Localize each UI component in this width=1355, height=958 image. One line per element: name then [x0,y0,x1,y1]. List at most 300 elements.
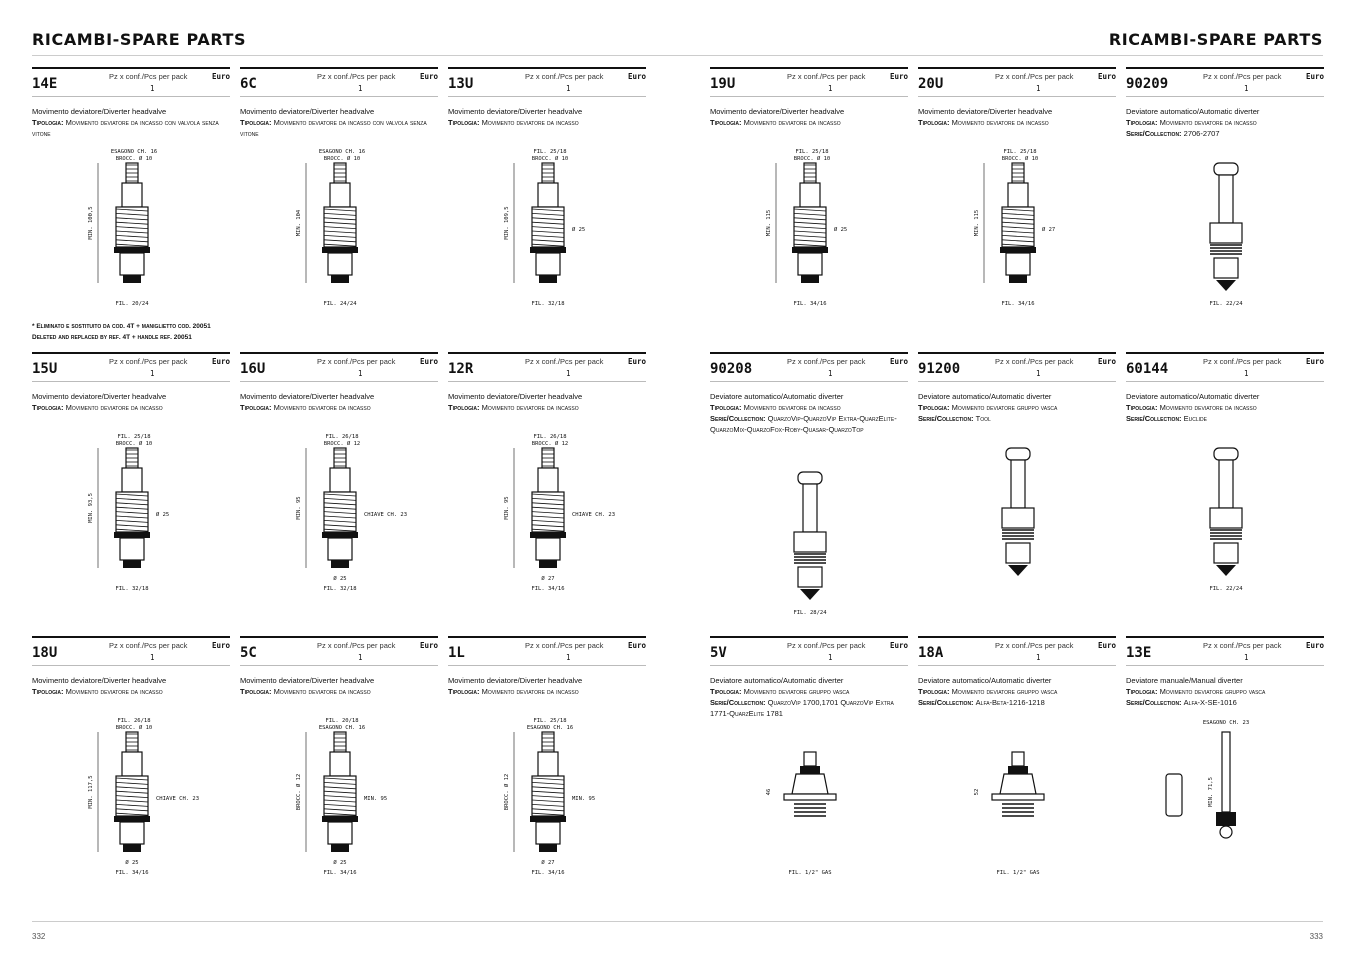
valve-seal-shape [1008,565,1028,576]
dimension-label: BROCC. Ø 12 [296,773,302,811]
description-text: Movimento deviatore/Diverter headvalve [448,392,583,401]
washer-shape [114,816,150,822]
pack-quantity: 1 [1244,84,1249,93]
euro-label: Euro [889,72,908,81]
pack-quantity: 1 [1036,369,1041,378]
card-sub-rule [32,96,230,97]
type-key: Tipologia: [32,687,64,696]
pack-label: Pz x conf./Pcs per pack [787,357,866,366]
dimension-label: FIL. 26/18 [533,434,567,440]
card-top-rule [32,352,230,354]
series-key: Serie/Collection: [1126,698,1182,707]
type-value: Movimento deviatore da incasso [65,403,163,412]
technical-drawing [1146,143,1306,333]
hex-shape [122,468,142,492]
washer-shape [530,247,566,253]
type-value: Movimento deviatore da incasso [951,118,1049,127]
type-key: Tipologia: [240,403,272,412]
dimension-label: CHIAVE CH. 23 [156,796,200,802]
product-description [1126,391,1324,424]
description-text: Deviatore automatico/Automatic diverter [918,676,1052,685]
technical-drawing [730,452,890,642]
dimension-label: BROCC. Ø 10 [531,156,569,162]
description-text: Movimento deviatore/Diverter headvalve [448,107,583,116]
type-key: Tipologia: [710,118,742,127]
type-key: Tipologia: [1126,687,1158,696]
washer-shape [322,816,358,822]
card-sub-rule [32,665,230,666]
euro-label: Euro [1097,357,1116,366]
product-code: 1L [448,645,465,661]
technical-drawing [730,712,890,902]
seal-shape [539,275,557,283]
dimension-label: FIL. 20/24 [115,301,149,307]
side-piece-shape [1166,774,1182,816]
card-sub-rule [710,381,908,382]
product-card [710,67,908,342]
pack-label: Pz x conf./Pcs per pack [109,357,188,366]
dimension-label: FIL. 28/24 [793,610,827,616]
technical-drawing [1146,712,1306,902]
lower-body-shape [1006,543,1030,563]
description-text: Movimento deviatore/Diverter headvalve [32,107,167,116]
body-shape [792,774,828,794]
euro-label: Euro [211,72,230,81]
valve-seal-shape [1216,280,1236,291]
type-line [240,686,438,697]
card-top-rule [710,67,908,69]
body-shape [1210,508,1242,528]
type-line [710,117,908,128]
dimension-label: MIN. 93,5 [88,493,94,523]
euro-label: Euro [627,72,646,81]
dimension-label: FIL. 34/16 [531,870,565,876]
series-line [1126,413,1324,424]
seal-shape [1009,275,1027,283]
part-drawing [88,718,199,876]
body-shape [1002,508,1034,528]
pack-quantity: 1 [1036,653,1041,662]
card-top-rule [32,67,230,69]
series-key: Serie/Collection: [1126,129,1182,138]
lower-body-shape [1214,258,1238,278]
pack-quantity: 1 [1244,653,1249,662]
product-description [32,391,230,413]
type-line [918,117,1116,128]
type-key: Tipologia: [710,403,742,412]
seal-shape [801,275,819,283]
product-description [448,106,646,128]
series-value: QuarzoVip-QuarzoVip Extra-QuarzElite-QuarzoMix-QuarzoFox-Roby-Quasar-QuarzoTop [710,414,897,434]
pack-quantity: 1 [1244,369,1249,378]
pack-label: Pz x conf./Pcs per pack [995,641,1074,650]
type-key: Tipologia: [32,118,64,127]
dimension-label: FIL. 22/24 [1209,586,1243,592]
dimension-label: FIL. 32/18 [115,586,149,592]
footer-divider [32,921,1323,922]
dimension-label: MIN. 95 [504,496,510,520]
lower-body-shape [536,253,560,275]
series-line [1126,128,1324,139]
washer-shape [322,532,358,538]
type-line [240,402,438,413]
card-top-rule [1126,67,1324,69]
euro-label: Euro [211,357,230,366]
product-code: 13U [448,76,474,92]
product-card [918,636,1116,911]
card-sub-rule [1126,381,1324,382]
pack-quantity: 1 [828,84,833,93]
seal-shape [331,275,349,283]
type-line [448,686,646,697]
type-line [918,686,1116,697]
description-text: Deviatore automatico/Automatic diverter [1126,392,1260,401]
pack-quantity: 1 [1036,84,1041,93]
product-code: 18A [918,645,944,661]
washer-shape [792,247,828,253]
part-drawing [504,434,615,592]
type-value: Movimento deviatore da incasso [1159,118,1257,127]
description-text: Movimento deviatore/Diverter headvalve [710,107,845,116]
product-description [710,391,908,435]
euro-label: Euro [419,357,438,366]
card-top-rule [240,352,438,354]
nut-shape [800,766,820,774]
flange-shape [784,794,836,800]
nut-shape [1216,812,1236,826]
pack-quantity: 1 [358,84,363,93]
dimension-label: Ø 27 [541,860,555,866]
technical-drawing [52,143,212,333]
product-card [448,636,646,911]
type-key: Tipologia: [240,118,272,127]
series-line [918,413,1116,424]
card-top-rule [240,636,438,638]
product-code: 19U [710,76,736,92]
pack-label: Pz x conf./Pcs per pack [317,72,396,81]
dimension-label: FIL. 25/18 [795,149,829,155]
dimension-label: FIL. 25/18 [533,718,567,724]
hex-shape [122,183,142,207]
type-line [32,686,230,697]
lower-body-shape [536,538,560,560]
type-line [1126,686,1324,697]
technical-drawing [52,712,212,902]
dimension-label: FIL. 25/18 [117,434,151,440]
product-description [1126,106,1324,139]
washer-shape [322,247,358,253]
card-sub-rule [32,381,230,382]
lower-body-shape [120,253,144,275]
lower-body-shape [120,538,144,560]
note-line-it: * Eliminato e sostituito da cod. 4T + maniglietto cod. 20051 [32,323,211,330]
dimension-label: BROCC. Ø 10 [323,156,361,162]
technical-drawing [938,143,1098,333]
card-sub-rule [448,381,646,382]
type-line [1126,402,1324,413]
dimension-label: ESAGONO CH. 16 [318,149,366,155]
dimension-label: MIN. 115 [766,209,772,237]
part-drawing [974,752,1044,876]
technical-drawing [260,143,420,333]
dimension-label: FIL. 20/18 [325,718,359,724]
product-description [32,106,230,139]
seal-shape [123,844,141,852]
card-top-rule [1126,352,1324,354]
pack-label: Pz x conf./Pcs per pack [1203,357,1282,366]
series-key: Serie/Collection: [1126,414,1182,423]
washer-shape [530,532,566,538]
description-text: Deviatore automatico/Automatic diverter [918,392,1052,401]
dimension-label: MIN. 95 [572,796,596,802]
card-sub-rule [1126,96,1324,97]
product-card [710,636,908,911]
type-value: Movimento deviatore da incasso [1159,403,1257,412]
card-top-rule [710,636,908,638]
pack-label: Pz x conf./Pcs per pack [787,641,866,650]
part-drawing [1209,448,1243,592]
dimension-label: MIN. 95 [364,796,388,802]
dimension-label: ESAGONO CH. 16 [110,149,158,155]
type-value: Movimento deviatore da incasso [481,118,579,127]
technical-drawing [1146,428,1306,618]
euro-label: Euro [1305,72,1324,81]
dimension-label: BROCC. Ø 12 [323,441,361,447]
stem-shape [1219,175,1233,223]
dimension-label: BROCC. Ø 10 [1001,156,1039,162]
dimension-label: BROCC. Ø 10 [115,156,153,162]
type-value: Movimento deviatore gruppo vasca [951,687,1058,696]
dimension-label: BROCC. Ø 12 [504,773,510,811]
series-line [918,697,1116,708]
dimension-label: Ø 27 [541,576,555,582]
product-card [448,67,646,342]
technical-drawing [52,428,212,618]
type-line [32,117,230,139]
pack-label: Pz x conf./Pcs per pack [109,72,188,81]
dimension-label: Ø 25 [156,512,170,518]
pack-quantity: 1 [150,369,155,378]
product-description [918,106,1116,128]
part-drawing [295,718,387,876]
description-text: Deviatore manuale/Manual diverter [1126,676,1243,685]
hex-shape [538,752,558,776]
pack-label: Pz x conf./Pcs per pack [525,641,604,650]
dimension-label: MIN. 104 [296,209,302,237]
product-description [32,675,230,697]
flange-shape [992,794,1044,800]
seal-shape [539,844,557,852]
dimension-label: BROCC. Ø 10 [115,725,153,731]
euro-label: Euro [627,357,646,366]
part-drawing [296,434,407,592]
description-text: Movimento deviatore/Diverter headvalve [240,676,375,685]
hex-shape [122,752,142,776]
pack-label: Pz x conf./Pcs per pack [995,72,1074,81]
header-divider [32,55,1323,56]
pack-label: Pz x conf./Pcs per pack [317,357,396,366]
card-top-rule [448,352,646,354]
dimension-label: CHIAVE CH. 23 [572,512,616,518]
dimension-label: 46 [766,788,772,796]
hex-shape [538,183,558,207]
stem-shape [1011,460,1025,508]
description-text: Movimento deviatore/Diverter headvalve [32,676,167,685]
stem-shape [803,484,817,532]
product-code: 5V [710,645,727,661]
dimension-label: FIL. 24/24 [323,301,357,307]
product-code: 60144 [1126,361,1169,377]
dimension-label: MIN. 100,5 [88,206,94,240]
technical-drawing [730,143,890,333]
product-card [240,352,438,627]
series-value: Euclide [1183,414,1207,423]
seal-shape [123,275,141,283]
description-text: Deviatore automatico/Automatic diverter [1126,107,1260,116]
dimension-label: ESAGONO CH. 16 [526,725,574,731]
product-code: 90209 [1126,76,1169,92]
part-drawing [296,149,365,307]
seal-shape [539,560,557,568]
type-line [448,117,646,128]
note-line-en: Deleted and replaced by ref. 4T + handle ref. 20051 [32,334,192,341]
type-line [710,686,908,697]
card-sub-rule [710,665,908,666]
technical-drawing [468,428,628,618]
type-key: Tipologia: [710,687,742,696]
dimension-label: Ø 25 [834,227,848,233]
card-sub-rule [918,381,1116,382]
part-drawing [1166,720,1249,838]
dimension-label: FIL. 32/18 [323,586,357,592]
card-top-rule [448,67,646,69]
series-key: Serie/Collection: [918,698,974,707]
euro-label: Euro [1305,357,1324,366]
dimension-label: FIL. 1/2" GAS [996,870,1040,876]
product-code: 91200 [918,361,961,377]
technical-drawing [260,712,420,902]
lower-body-shape [1006,253,1030,275]
dimension-label: FIL. 34/16 [323,870,357,876]
washer-shape [114,247,150,253]
pack-quantity: 1 [566,653,571,662]
card-top-rule [918,352,1116,354]
product-description [240,675,438,697]
discontinued-note [32,321,242,343]
card-top-rule [710,352,908,354]
page-title-left: RICAMBI-SPARE PARTS [32,30,247,49]
card-sub-rule [448,665,646,666]
dimension-label: ESAGONO CH. 23 [1202,720,1250,726]
knob-shape [1214,448,1238,460]
series-value: Tool [975,414,991,423]
type-line [918,402,1116,413]
lower-body-shape [120,822,144,844]
description-text: Movimento deviatore/Diverter headvalve [240,107,375,116]
technical-drawing [938,712,1098,902]
knob-shape [1006,448,1030,460]
page-number-left: 332 [32,932,46,941]
type-key: Tipologia: [448,118,480,127]
product-description [710,106,908,128]
hex-shape [330,183,350,207]
series-line [710,413,908,435]
series-key: Serie/Collection: [710,414,766,423]
type-key: Tipologia: [918,403,950,412]
dimension-label: Ø 25 [333,576,347,582]
description-text: Movimento deviatore/Diverter headvalve [32,392,167,401]
card-top-rule [32,636,230,638]
pack-label: Pz x conf./Pcs per pack [787,72,866,81]
product-code: 16U [240,361,266,377]
euro-label: Euro [211,641,230,650]
technical-drawing [468,712,628,902]
dimension-label: Ø 25 [333,860,347,866]
body-shape [794,532,826,552]
product-card [918,67,1116,342]
type-line [448,402,646,413]
lower-body-shape [798,567,822,587]
type-value: Movimento deviatore da incasso [481,687,579,696]
dimension-label: FIL. 26/18 [325,434,359,440]
euro-label: Euro [889,641,908,650]
pack-quantity: 1 [828,369,833,378]
euro-label: Euro [419,641,438,650]
dimension-label: MIN. 117,5 [88,775,94,809]
pack-label: Pz x conf./Pcs per pack [1203,641,1282,650]
series-value: 2706-2707 [1183,129,1220,138]
dimension-label: FIL. 22/24 [1209,301,1243,307]
product-card [32,636,230,911]
dimension-label: FIL. 25/18 [1003,149,1037,155]
part-drawing [974,149,1055,307]
dimension-label: Ø 25 [572,227,586,233]
technical-drawing [260,428,420,618]
pack-quantity: 1 [566,369,571,378]
type-line [710,402,908,413]
type-value: Movimento deviatore gruppo vasca [951,403,1058,412]
type-line [1126,117,1324,128]
part-drawing [793,472,827,616]
product-code: 20U [918,76,944,92]
product-description [1126,675,1324,708]
part-drawing [503,718,595,876]
dimension-label: BROCC. Ø 12 [531,441,569,447]
pack-quantity: 1 [150,84,155,93]
product-code: 5C [240,645,257,661]
card-sub-rule [1126,665,1324,666]
valve-seal-shape [1216,565,1236,576]
pack-quantity: 1 [150,653,155,662]
lower-body-shape [798,253,822,275]
dimension-label: FIL. 1/2" GAS [788,870,832,876]
product-code: 15U [32,361,58,377]
ball-shape [1220,826,1232,838]
stem-shape [1012,752,1024,766]
euro-label: Euro [419,72,438,81]
pack-quantity: 1 [358,369,363,378]
type-value: Movimento deviatore da incasso [743,118,841,127]
seal-shape [331,560,349,568]
euro-label: Euro [627,641,646,650]
pack-quantity: 1 [358,653,363,662]
series-value: Alfa-X-SE-1016 [1183,698,1237,707]
dimension-label: ESAGONO CH. 16 [318,725,366,731]
dimension-label: MIN. 115 [974,209,980,237]
hex-shape [1008,183,1028,207]
dimension-label: BROCC. Ø 10 [793,156,831,162]
type-value: Movimento deviatore da incasso con valvola senza vitone [240,118,427,138]
